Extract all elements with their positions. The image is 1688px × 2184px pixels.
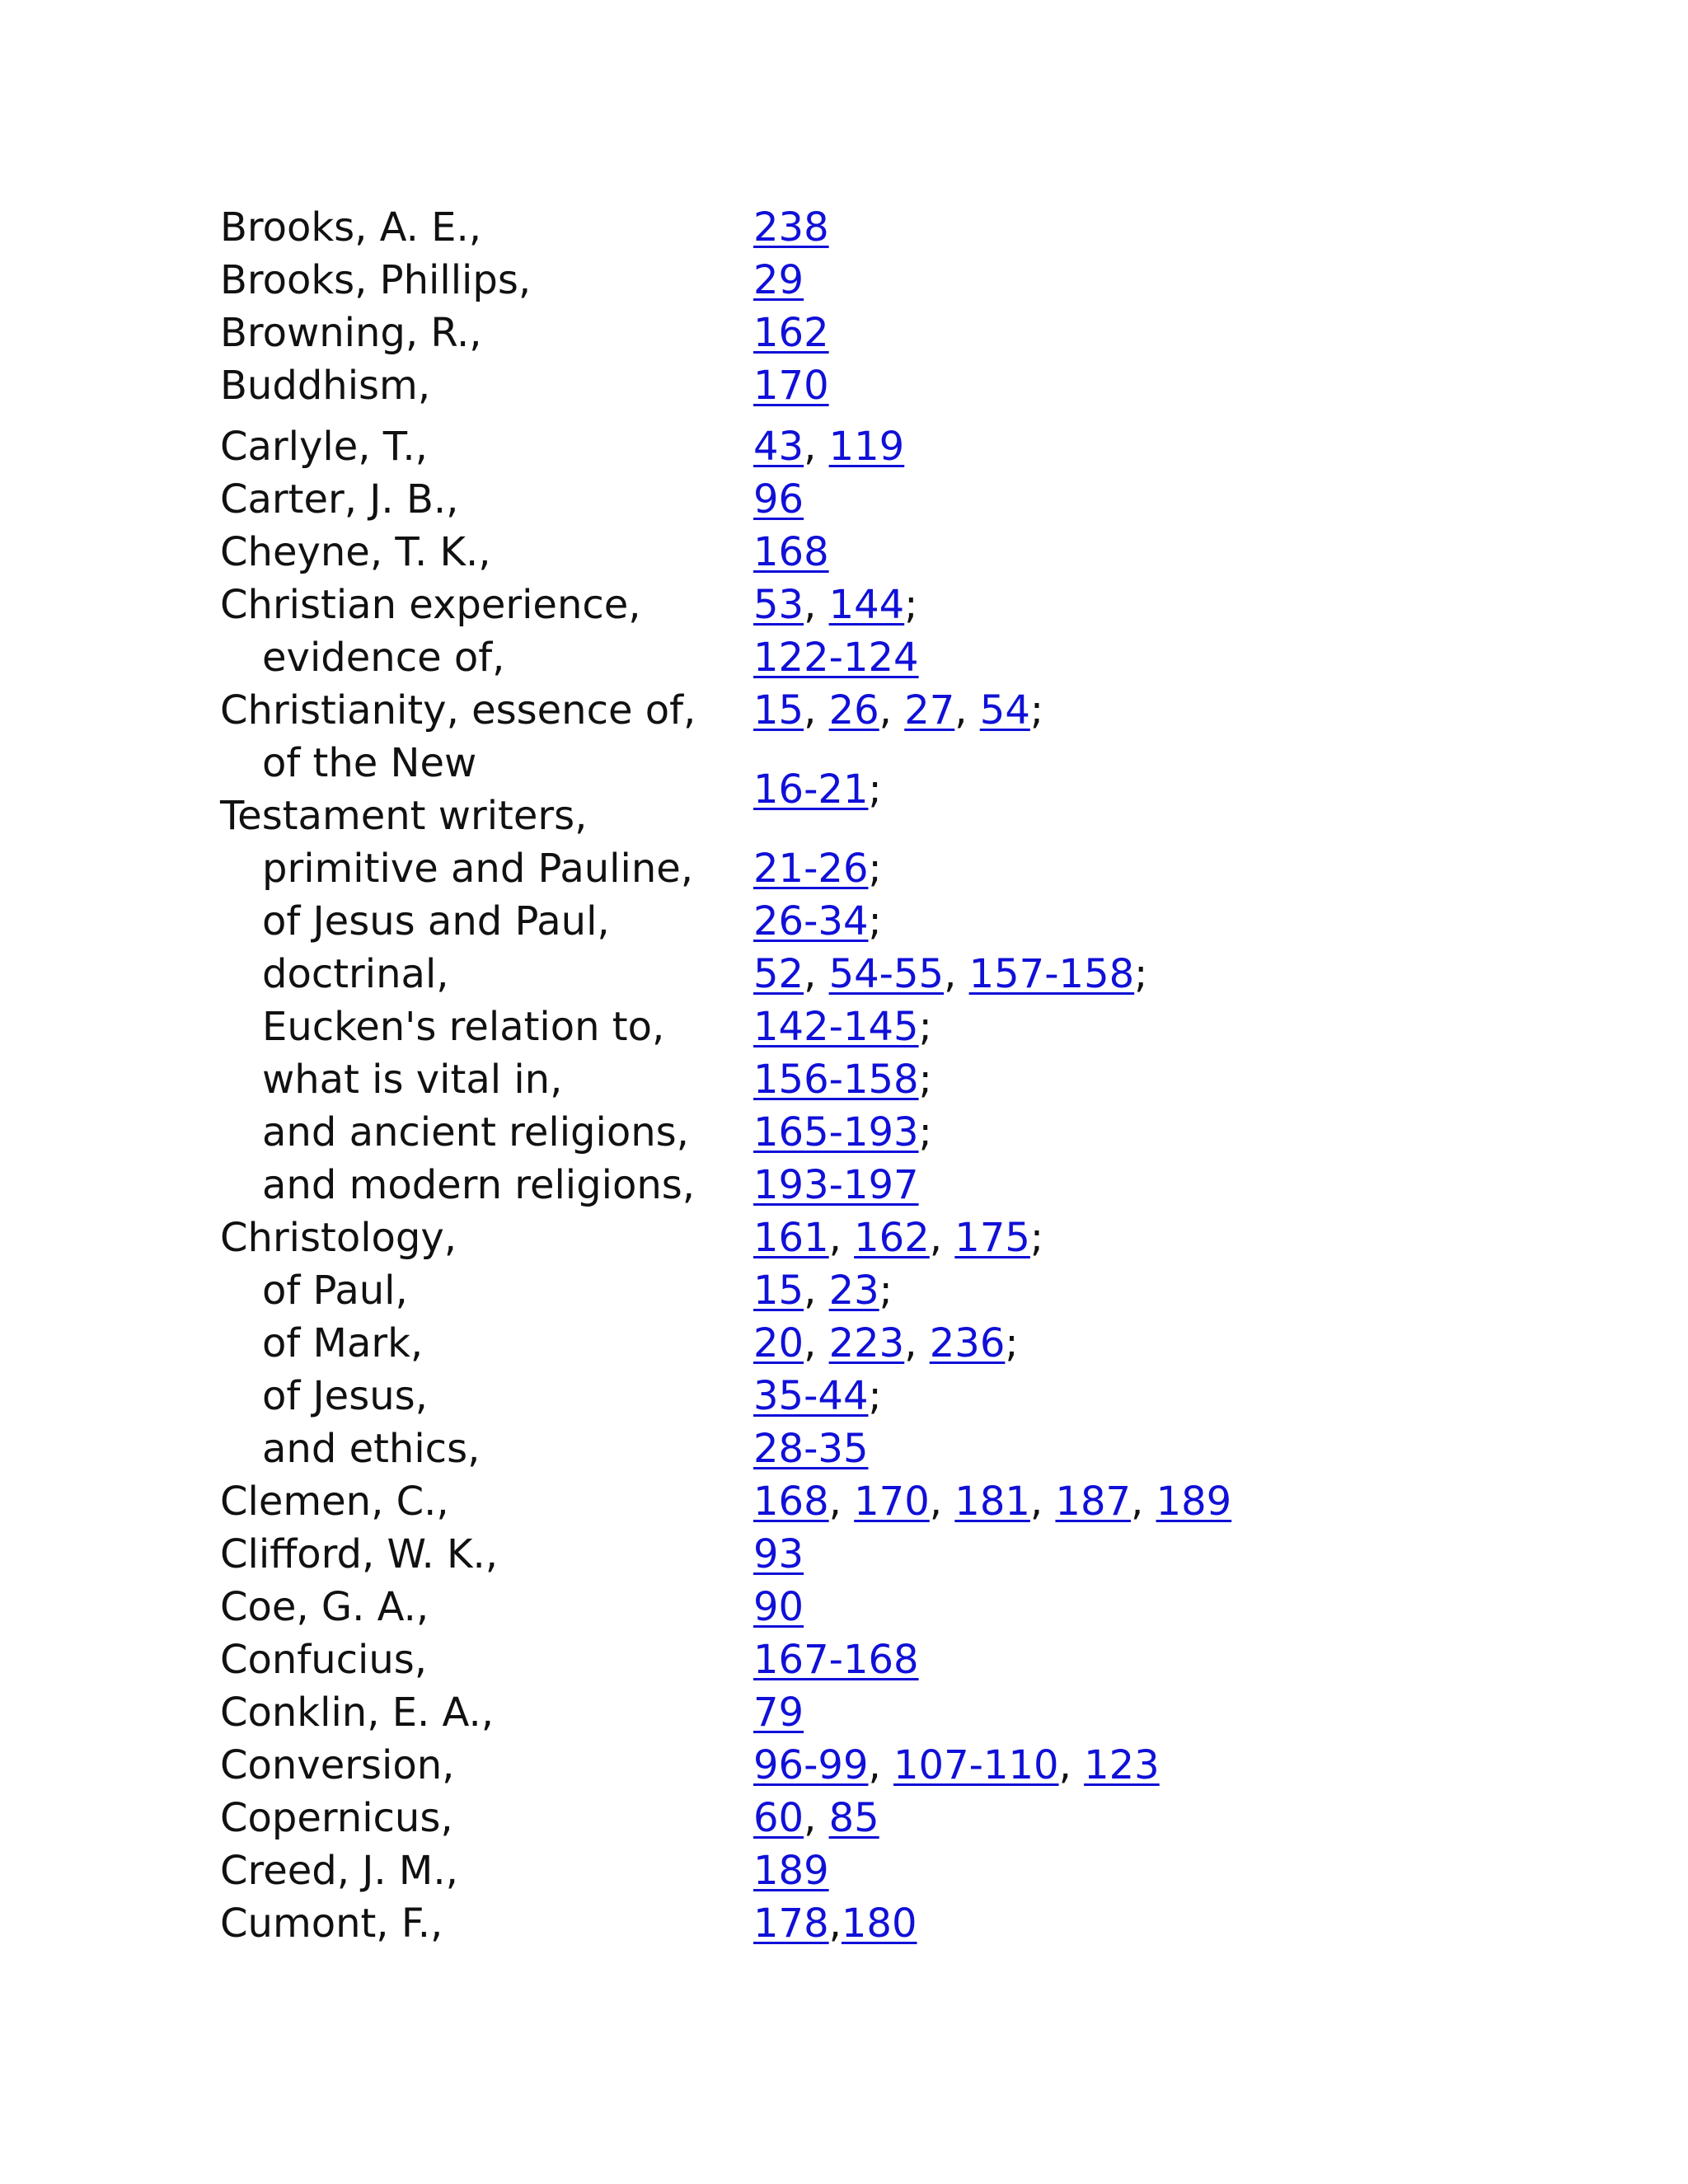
- index-term: of the New Testament writers,: [220, 740, 588, 839]
- ref-separator: ,: [804, 687, 829, 733]
- index-term: Confucius,: [220, 1637, 428, 1683]
- page-link[interactable]: 29: [753, 257, 804, 303]
- page-references: [753, 1264, 893, 1317]
- index-entry: [220, 307, 1539, 359]
- page-link[interactable]: 79: [753, 1690, 804, 1736]
- page-link[interactable]: 123: [1084, 1742, 1160, 1788]
- page-link[interactable]: 223: [828, 1320, 905, 1366]
- trailing-punctuation: ;: [1029, 1215, 1044, 1261]
- page-link[interactable]: 60: [753, 1795, 804, 1841]
- index-term: Browning, R.,: [220, 310, 482, 356]
- page-link[interactable]: 157-158: [968, 951, 1135, 997]
- page-link[interactable]: 20: [753, 1320, 804, 1366]
- ref-separator: ,: [804, 1795, 829, 1841]
- page-link[interactable]: 35-44: [753, 1373, 869, 1419]
- ref-separator: ,: [804, 1268, 829, 1314]
- index-term: Coe, G. A.,: [220, 1584, 429, 1630]
- page-references: [753, 359, 829, 412]
- ref-separator: ,: [868, 1742, 893, 1788]
- index-term: of Jesus and Paul,: [262, 898, 610, 944]
- page-references: [753, 684, 1043, 737]
- page-references: [753, 1475, 1231, 1528]
- index-term: Clemen, C.,: [220, 1479, 449, 1525]
- trailing-punctuation: ;: [1134, 951, 1148, 997]
- page-references: [753, 1844, 829, 1897]
- index-entry: [220, 359, 1539, 412]
- page-references: [753, 579, 917, 631]
- index-subentry: [220, 842, 1539, 895]
- index-subentry: [220, 1159, 1539, 1212]
- page-link[interactable]: 23: [828, 1268, 879, 1314]
- index-entry: [220, 1633, 1539, 1686]
- page-link[interactable]: 52: [753, 951, 804, 997]
- page-link[interactable]: 161: [753, 1215, 829, 1261]
- ref-separator: ,: [944, 951, 969, 997]
- page-link[interactable]: 15: [753, 1268, 804, 1314]
- page-references: [753, 1581, 804, 1633]
- index-entry: [220, 1528, 1539, 1581]
- page-references: [753, 763, 882, 816]
- page-references: [753, 1739, 1160, 1792]
- index-term: Cheyne, T. K.,: [220, 529, 491, 575]
- index-term: evidence of,: [262, 635, 505, 681]
- page-link[interactable]: 119: [828, 424, 905, 470]
- ref-separator: ,: [828, 1479, 855, 1525]
- page-link[interactable]: 189: [753, 1848, 829, 1894]
- trailing-punctuation: ;: [868, 766, 882, 813]
- index-subentry: [220, 895, 1539, 948]
- page-link[interactable]: 107-110: [893, 1742, 1059, 1788]
- ref-separator: ,: [1058, 1742, 1085, 1788]
- index-entry: [220, 1844, 1539, 1897]
- index-subentry: [220, 1001, 1539, 1053]
- index-subentry: [220, 1370, 1539, 1422]
- index-entry: [220, 473, 1539, 526]
- page-link[interactable]: 26-34: [753, 898, 869, 944]
- page-link[interactable]: 170: [753, 363, 829, 409]
- page-link[interactable]: 168: [753, 1479, 829, 1525]
- page-references: [753, 895, 882, 948]
- index-term: of Paul,: [262, 1268, 408, 1314]
- ref-separator: ,: [879, 687, 905, 733]
- index-term: of Jesus,: [262, 1373, 428, 1419]
- ref-separator: ,: [954, 687, 980, 733]
- trailing-punctuation: ;: [1005, 1320, 1019, 1366]
- page-references: [753, 1001, 932, 1053]
- ref-separator: ,: [804, 424, 829, 470]
- index-subentry: [220, 1264, 1539, 1317]
- index-term: what is vital in,: [262, 1057, 563, 1103]
- page-link[interactable]: 181: [954, 1479, 1030, 1525]
- index-term: Carter, J. B.,: [220, 476, 459, 523]
- page-link[interactable]: 142-145: [753, 1004, 919, 1050]
- trailing-punctuation: ;: [868, 1373, 882, 1419]
- index-term: Copernicus,: [220, 1795, 453, 1841]
- index-subentry: [220, 1317, 1539, 1370]
- index-term: and modern religions,: [262, 1162, 695, 1208]
- page-link[interactable]: 27: [904, 687, 955, 733]
- trailing-punctuation: ;: [1029, 687, 1044, 733]
- index-subentry: [220, 948, 1539, 1001]
- page-link[interactable]: 26: [828, 687, 879, 733]
- index-term: of Mark,: [262, 1320, 424, 1366]
- page-references: [753, 1897, 917, 1950]
- index-term: Conversion,: [220, 1742, 455, 1788]
- page-link[interactable]: 122-124: [753, 635, 919, 681]
- page-references: [753, 1792, 879, 1844]
- page-references: [753, 631, 919, 684]
- index-entry: [220, 254, 1539, 307]
- ref-separator: ,: [804, 582, 829, 628]
- index-subentry: [220, 631, 1539, 684]
- index-subentry: [220, 1053, 1539, 1106]
- page-link[interactable]: 21-26: [753, 846, 869, 892]
- page-references: [753, 1686, 804, 1739]
- index-term: Cumont, F.,: [220, 1900, 443, 1947]
- index-entry: [220, 526, 1539, 579]
- trailing-punctuation: ;: [868, 846, 882, 892]
- index-entry: [220, 1739, 1539, 1792]
- page-references: [753, 1159, 919, 1212]
- index-term: Clifford, W. K.,: [220, 1531, 498, 1577]
- ref-separator: ,: [804, 1320, 829, 1366]
- index-term: Eucken's relation to,: [262, 1004, 665, 1050]
- index-term: Christianity, essence of,: [220, 687, 696, 733]
- page-references: [753, 201, 829, 254]
- page-references: [753, 1370, 882, 1422]
- index-term: primitive and Pauline,: [262, 846, 694, 892]
- page-references: [753, 526, 829, 579]
- ref-separator: ,: [1029, 1479, 1056, 1525]
- ref-separator: ,: [904, 1320, 930, 1366]
- trailing-punctuation: ;: [918, 1057, 932, 1103]
- page-references: [753, 1212, 1043, 1264]
- index-entry: [220, 1897, 1539, 1950]
- page-references: [753, 254, 804, 307]
- page-link[interactable]: 96-99: [753, 1742, 869, 1788]
- index-term: Conklin, E. A.,: [220, 1690, 495, 1736]
- ref-separator: ,: [1131, 1479, 1156, 1525]
- page-references: [753, 1317, 1019, 1370]
- page-link[interactable]: 238: [753, 204, 829, 251]
- index-term: and ancient religions,: [262, 1109, 689, 1155]
- page-link[interactable]: 96: [753, 476, 804, 523]
- page-references: [753, 420, 904, 473]
- index-term: Brooks, A. E.,: [220, 204, 482, 251]
- page-link[interactable]: 189: [1156, 1479, 1232, 1525]
- page-link[interactable]: 167-168: [753, 1637, 919, 1683]
- ref-separator: ,: [804, 951, 829, 997]
- page-references: [753, 1422, 868, 1475]
- page-link[interactable]: 187: [1055, 1479, 1132, 1525]
- index-subentry: [220, 737, 1539, 842]
- index-entry: [220, 1475, 1539, 1528]
- page-link[interactable]: 54: [979, 687, 1030, 733]
- page-link[interactable]: 193-197: [753, 1162, 919, 1208]
- page-link[interactable]: 168: [753, 529, 829, 575]
- index-entry: [220, 1792, 1539, 1844]
- trailing-punctuation: ;: [904, 582, 918, 628]
- trailing-punctuation: ;: [868, 898, 882, 944]
- page-link[interactable]: 162: [854, 1215, 930, 1261]
- page-link[interactable]: 236: [929, 1320, 1006, 1366]
- page-link[interactable]: 180: [841, 1900, 917, 1947]
- index-term: Carlyle, T.,: [220, 424, 428, 470]
- page-link[interactable]: 28-35: [753, 1426, 869, 1472]
- page-link[interactable]: 15: [753, 687, 804, 733]
- page-link[interactable]: 90: [753, 1584, 804, 1630]
- index-term: Creed, J. M.,: [220, 1848, 458, 1894]
- page-link[interactable]: 43: [753, 424, 804, 470]
- page-link[interactable]: 170: [854, 1479, 930, 1525]
- page-references: [753, 948, 1147, 1001]
- index-entry: [220, 1212, 1539, 1264]
- page-link[interactable]: 53: [753, 582, 804, 628]
- page-references: [753, 1053, 932, 1106]
- page-link[interactable]: 178: [753, 1900, 829, 1947]
- index-table: [220, 201, 1539, 1950]
- page-references: [753, 1528, 804, 1581]
- index-entry: [220, 579, 1539, 631]
- ref-separator: ,: [828, 1900, 842, 1947]
- index-entry: [220, 420, 1539, 473]
- index-entry: [220, 1686, 1539, 1739]
- page-references: [753, 1633, 919, 1686]
- index-entry: [220, 201, 1539, 254]
- index-term: Christian experience,: [220, 582, 641, 628]
- page-link[interactable]: 156-158: [753, 1057, 919, 1103]
- page-link[interactable]: 165-193: [753, 1109, 919, 1155]
- trailing-punctuation: ;: [918, 1004, 932, 1050]
- page-link[interactable]: 85: [828, 1795, 879, 1841]
- ref-separator: ,: [929, 1479, 955, 1525]
- index-term: Christology,: [220, 1215, 457, 1261]
- trailing-punctuation: ;: [879, 1268, 893, 1314]
- page-references: [753, 473, 804, 526]
- index-term: and ethics,: [262, 1426, 481, 1472]
- ref-separator: ,: [929, 1215, 955, 1261]
- page-references: [753, 1106, 932, 1159]
- page-link[interactable]: 162: [753, 310, 829, 356]
- page-link[interactable]: 175: [954, 1215, 1030, 1261]
- index-subentry: [220, 1422, 1539, 1475]
- index-subentry: [220, 1106, 1539, 1159]
- page-link[interactable]: 54-55: [828, 951, 945, 997]
- index-term: Brooks, Phillips,: [220, 257, 532, 303]
- page-references: [753, 842, 882, 895]
- ref-separator: ,: [828, 1215, 855, 1261]
- page-link[interactable]: 93: [753, 1531, 804, 1577]
- index-term: doctrinal,: [262, 951, 449, 997]
- page-references: [753, 307, 829, 359]
- index-entry: [220, 684, 1539, 737]
- page-link[interactable]: 16-21: [753, 766, 869, 813]
- page-link[interactable]: 144: [828, 582, 905, 628]
- index-entry: [220, 1581, 1539, 1633]
- index-term: Buddhism,: [220, 363, 431, 409]
- trailing-punctuation: ;: [918, 1109, 932, 1155]
